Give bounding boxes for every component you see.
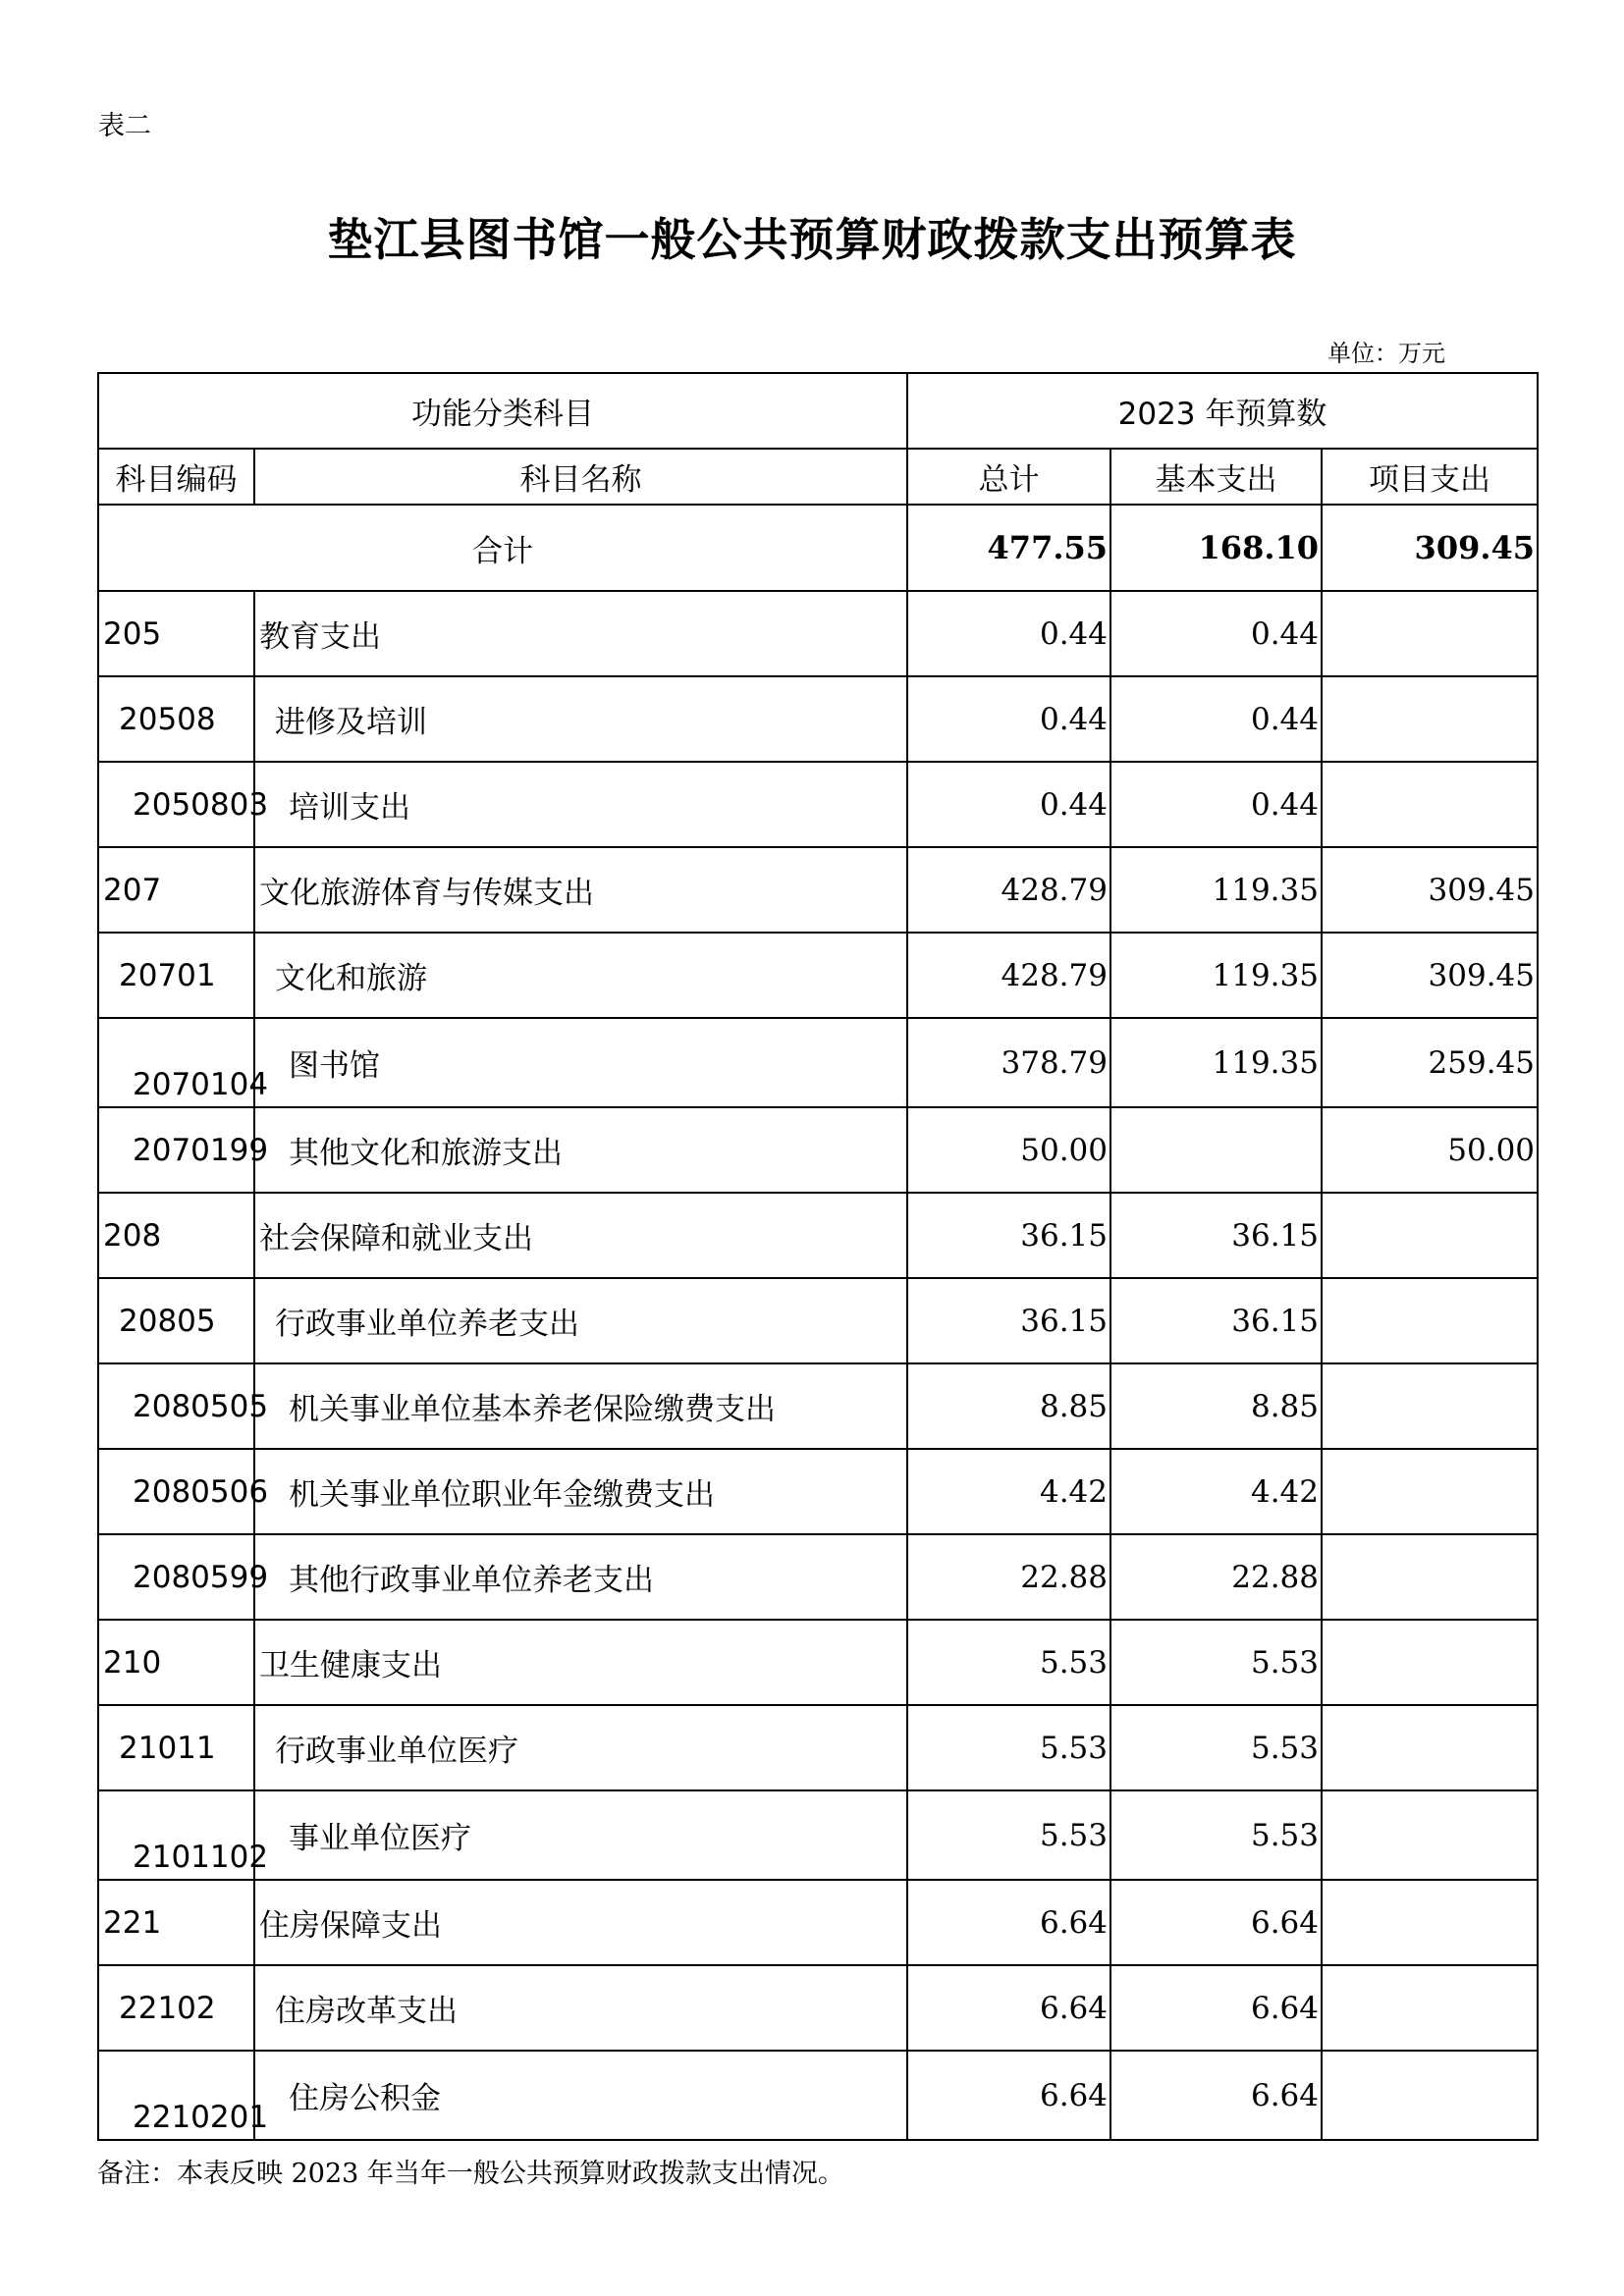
row-basic: 22.88 [1110,1534,1322,1620]
row-code: 20701 [98,933,254,1018]
table-row [98,847,1538,933]
row-project [1322,1705,1538,1790]
row-total: 6.64 [907,1880,1110,1965]
header-code: 科目编码 [98,449,254,505]
row-total: 6.64 [907,2051,1110,2140]
row-basic: 119.35 [1110,933,1322,1018]
row-code: 2070199 [98,1107,254,1193]
row-project [1322,1449,1538,1534]
row-project: 50.00 [1322,1107,1538,1193]
row-name: 文化旅游体育与传媒支出 [254,847,907,933]
table-row [98,1193,1538,1278]
row-name: 文化和旅游 [254,933,907,1018]
row-total: 0.44 [907,762,1110,847]
row-name: 培训支出 [254,762,907,847]
row-project: 309.45 [1322,933,1538,1018]
row-basic: 5.53 [1110,1705,1322,1790]
budget-table [97,372,1539,2141]
row-project [1322,1278,1538,1363]
row-basic: 6.64 [1110,1965,1322,2051]
row-total: 36.15 [907,1193,1110,1278]
row-total: 22.88 [907,1534,1110,1620]
row-code: 2101102 [98,1790,254,1880]
row-basic: 6.64 [1110,2051,1322,2140]
header-project: 项目支出 [1322,449,1538,505]
row-basic: 119.35 [1110,1018,1322,1107]
row-total: 0.44 [907,676,1110,762]
row-total: 428.79 [907,847,1110,933]
table-row [98,1278,1538,1363]
header-name: 科目名称 [254,449,907,505]
row-project: 309.45 [1322,847,1538,933]
row-code: 2080506 [98,1449,254,1534]
row-name: 社会保障和就业支出 [254,1193,907,1278]
row-basic: 8.85 [1110,1363,1322,1449]
row-project [1322,2051,1538,2140]
row-basic: 36.15 [1110,1193,1322,1278]
unit-label: 单位：万元 [1327,340,1445,367]
row-code: 210 [98,1620,254,1705]
row-basic: 0.44 [1110,676,1322,762]
table-row [98,1965,1538,2051]
table-row [98,1363,1538,1449]
row-total: 36.15 [907,1278,1110,1363]
row-code: 205 [98,591,254,676]
row-name: 进修及培训 [254,676,907,762]
row-basic: 36.15 [1110,1278,1322,1363]
row-project [1322,1363,1538,1449]
table-row [98,1018,1538,1107]
row-total: 4.42 [907,1449,1110,1534]
row-basic: 119.35 [1110,847,1322,933]
row-project: 259.45 [1322,1018,1538,1107]
row-total: 378.79 [907,1018,1110,1107]
row-project [1322,1534,1538,1620]
row-project [1322,591,1538,676]
footnote: 备注：本表反映 2023 年当年一般公共预算财政拨款支出情况。 [97,2159,844,2189]
row-code: 2070104 [98,1018,254,1107]
row-code: 22102 [98,1965,254,2051]
row-name: 教育支出 [254,591,907,676]
form-label: 表二 [98,111,151,141]
row-project [1322,762,1538,847]
row-name: 事业单位医疗 [254,1790,907,1880]
row-name: 行政事业单位养老支出 [254,1278,907,1363]
row-code: 20805 [98,1278,254,1363]
row-total: 6.64 [907,1965,1110,2051]
row-code: 2210201 [98,2051,254,2140]
header-basic: 基本支出 [1110,449,1322,505]
row-code: 207 [98,847,254,933]
row-total: 5.53 [907,1790,1110,1880]
row-name: 机关事业单位基本养老保险缴费支出 [254,1363,907,1449]
row-project [1322,1620,1538,1705]
row-code: 2050803 [98,762,254,847]
table-row [98,1449,1538,1534]
row-name: 图书馆 [254,1018,907,1107]
row-code: 21011 [98,1705,254,1790]
total-project: 309.45 [1322,505,1538,591]
total-label: 合计 [98,505,907,591]
row-name: 住房保障支出 [254,1880,907,1965]
table-row [98,676,1538,762]
row-basic: 5.53 [1110,1790,1322,1880]
row-name: 其他文化和旅游支出 [254,1107,907,1193]
row-basic: 6.64 [1110,1880,1322,1965]
row-name: 卫生健康支出 [254,1620,907,1705]
row-code: 20508 [98,676,254,762]
row-name: 行政事业单位医疗 [254,1705,907,1790]
header-total: 总计 [907,449,1110,505]
row-total: 5.53 [907,1705,1110,1790]
row-code: 2080505 [98,1363,254,1449]
row-project [1322,1193,1538,1278]
row-project [1322,1965,1538,2051]
row-total: 428.79 [907,933,1110,1018]
table-row [98,933,1538,1018]
row-name: 其他行政事业单位养老支出 [254,1534,907,1620]
header-functional-classification: 功能分类科目 [98,373,907,449]
total-row [98,505,1538,591]
row-project [1322,676,1538,762]
row-total: 50.00 [907,1107,1110,1193]
row-total: 8.85 [907,1363,1110,1449]
page-title: 垫江县图书馆一般公共预算财政拨款支出预算表 [327,213,1297,266]
row-code: 221 [98,1880,254,1965]
table-row [98,1880,1538,1965]
table-row [98,2051,1538,2140]
row-total: 0.44 [907,591,1110,676]
row-name: 住房公积金 [254,2051,907,2140]
row-code: 208 [98,1193,254,1278]
row-project [1322,1880,1538,1965]
table-row [98,1534,1538,1620]
total-basic: 168.10 [1110,505,1322,591]
row-basic: 4.42 [1110,1449,1322,1534]
header-budget-year: 2023 年预算数 [907,373,1538,449]
row-name: 机关事业单位职业年金缴费支出 [254,1449,907,1534]
table-row [98,762,1538,847]
table-row [98,591,1538,676]
table-row [98,1705,1538,1790]
row-name: 住房改革支出 [254,1965,907,2051]
row-total: 5.53 [907,1620,1110,1705]
row-project [1322,1790,1538,1880]
table-row [98,1107,1538,1193]
row-basic: 0.44 [1110,591,1322,676]
row-code: 2080599 [98,1534,254,1620]
table-row [98,1620,1538,1705]
row-basic [1110,1107,1322,1193]
total-total: 477.55 [907,505,1110,591]
row-basic: 5.53 [1110,1620,1322,1705]
table-row [98,1790,1538,1880]
row-basic: 0.44 [1110,762,1322,847]
